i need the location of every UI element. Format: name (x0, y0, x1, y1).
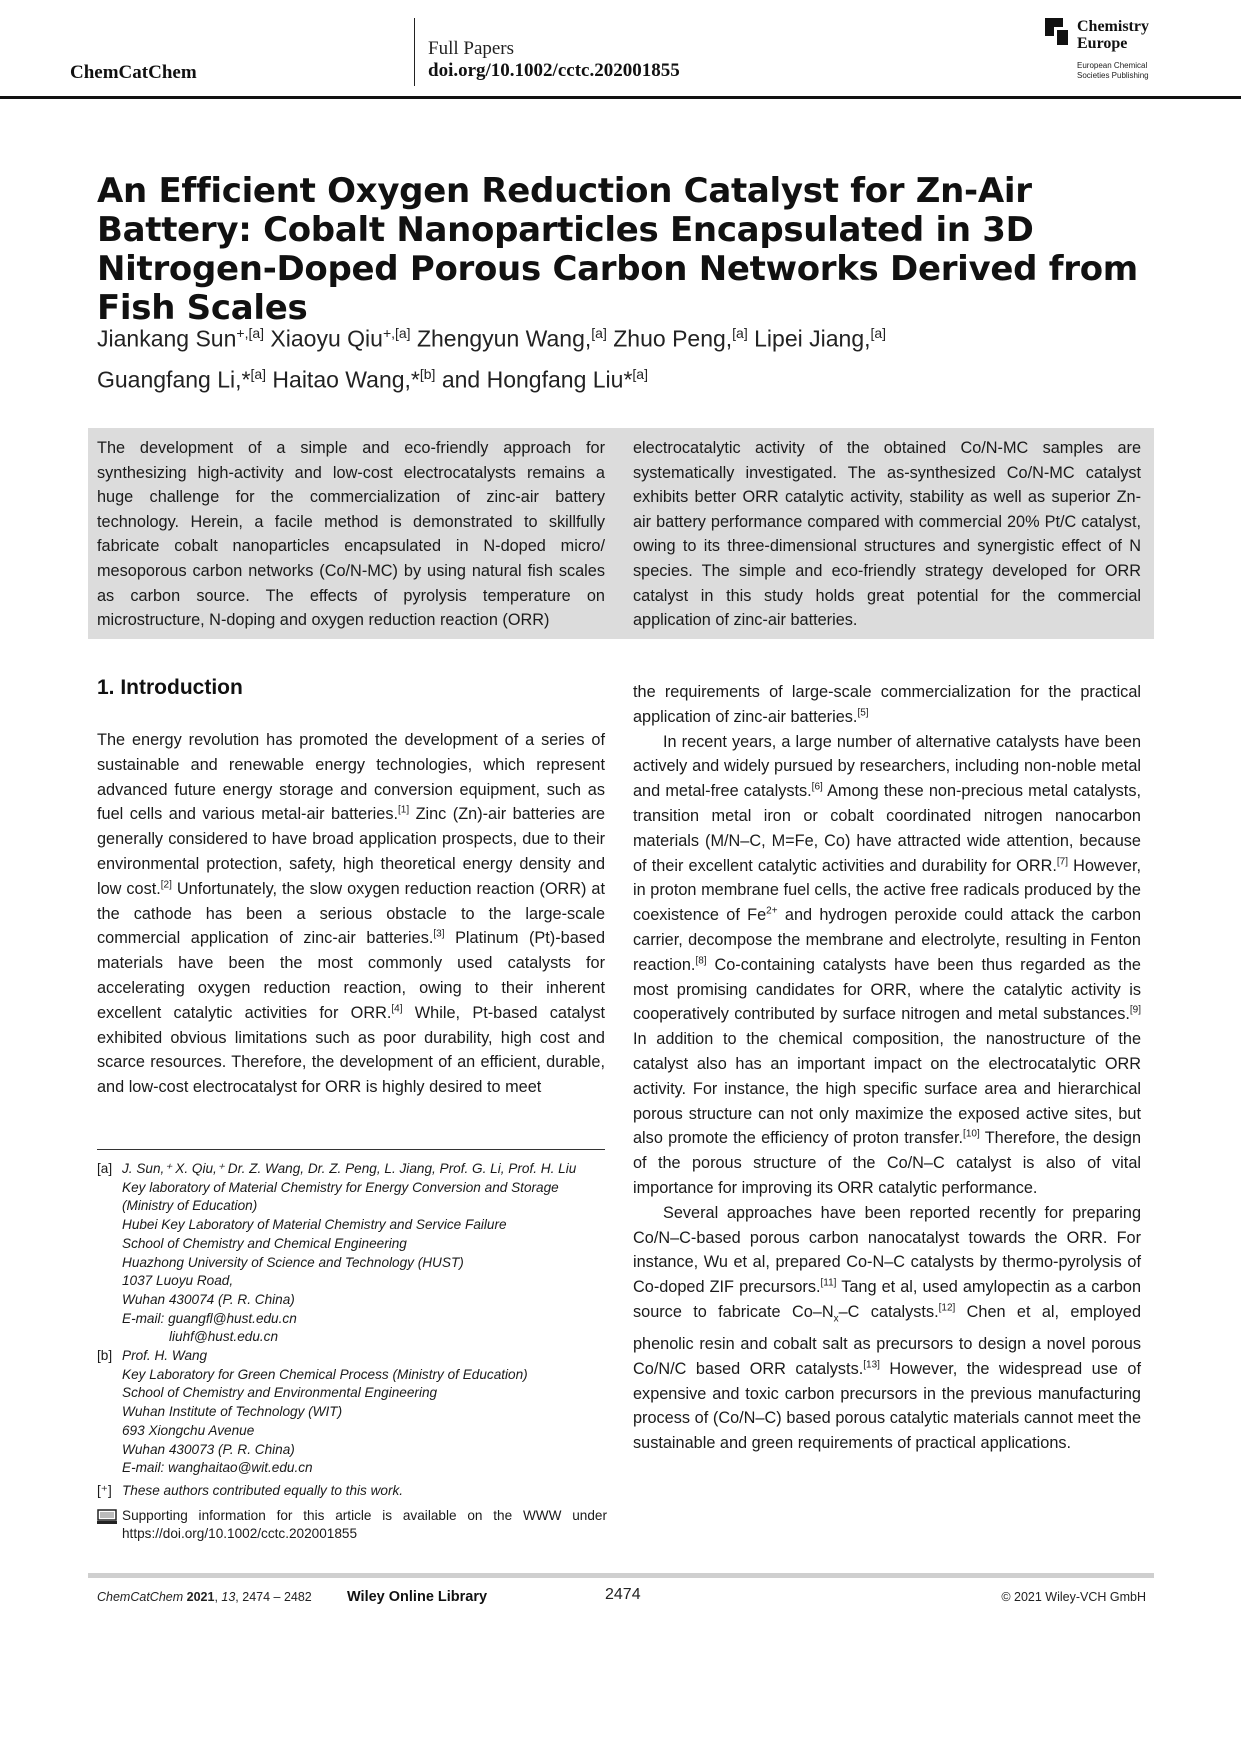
section-type: Full Papers (428, 38, 515, 59)
footer-rule (88, 1573, 1154, 1578)
paragraph-text: The energy revolution has promoted the development of a series of sustainable and renewable energy technologies, which represent advanced future energy storage and conversion equipment, such as fuel cells and various metal-air batteries. (97, 731, 605, 824)
paragraph (97, 728, 605, 1100)
chemistry-europe-logo[interactable] (1045, 18, 1175, 82)
paragraph-text: However, in proton membrane fuel cells, the active free radicals produced by the coexistence of Fe (633, 856, 1141, 925)
footnote-rule (97, 1149, 605, 1150)
affiliation-line: Hubei Key Laboratory of Material Chemistry and Service Failure (122, 1217, 507, 1233)
abstract-text-right: electrocatalytic activity of the obtained Co/N-MC samples are systematically investigated. The as-synthesized Co/N-MC catalyst exhibits better ORR catalytic activity, stability as well as superior Zn-air battery performance compared with commercial 20% Pt/C catalyst, owing to its three-dimensional structures and synergistic effect of N species. The simple and eco-friendly strategy developed for ORR catalyst in this study holds great potential for the commercial application of zinc-air batteries. (633, 439, 1141, 630)
affiliation-line: Wuhan 430074 (P. R. China) (122, 1291, 295, 1307)
affiliation-line: Huazhong University of Science and Technology (HUST) (122, 1254, 464, 1270)
logo-title: Chemistry Europe (1077, 18, 1149, 52)
copyright: © 2021 Wiley-VCH GmbH (1001, 1590, 1146, 1604)
footnote-tag: [⁺] (97, 1482, 112, 1498)
paragraph-text: Therefore, the design of the porous structure of the Co/N–C catalyst is also of vital importance for improving its ORR catalytic performance. (633, 1129, 1141, 1197)
affiliation-line: (Ministry of Education) (122, 1198, 258, 1214)
author-name: Zhengyun Wang, (416, 325, 592, 352)
author-affiliation-mark: [a] (632, 365, 648, 382)
affiliation-line: Wuhan Institute of Technology (WIT) (122, 1404, 343, 1420)
affiliation-line: 1037 Luoyu Road, (122, 1273, 234, 1289)
paragraph (633, 1201, 1141, 1456)
citation-ref[interactable]: [12] (938, 1302, 956, 1314)
author-name: Guangfang Li,* (97, 366, 251, 393)
affiliation-line: 693 Xiongchu Avenue (122, 1422, 255, 1438)
article-title: An Efficient Oxygen Reduction Catalyst for Zn-Air Battery: Cobalt Nanoparticles Encapsulated in 3D Nitrogen-Doped Porous Carbon Networks Derived from Fish Scales (97, 171, 1138, 328)
paragraph-text: While, Pt-based catalyst exhibited obvious limitations such as poor durability, high cost and scarce resources. Therefore, the development of an efficient, durable, and low-cost electrocatalyst for ORR is highly desired to meet (97, 1003, 605, 1097)
equal-contribution-text: These authors contributed equally to this work. (122, 1482, 404, 1498)
affiliation-b (97, 1347, 607, 1478)
affiliation-line: School of Chemistry and Environmental Engineering (122, 1385, 438, 1401)
footnote-tag: [a] (97, 1161, 113, 1176)
citation-ref[interactable]: [1] (398, 804, 410, 816)
header-divider (414, 18, 415, 86)
paragraph-text: Tang et al, used amylopectin as a carbon source to fabricate Co–N (633, 1278, 1141, 1321)
body-column-left (97, 728, 605, 1100)
supporting-info-text: Supporting information for this article is available on the WWW under https://doi.org/10.1002/cctc.202001855 (122, 1507, 607, 1542)
footer-pages: , 2474 – 2482 (235, 1590, 312, 1604)
paragraph-text: Zinc (Zn)-air batteries are generally considered to have broad application prospects, due to their environmental protection, safety, high theoretical energy density and low cost. (97, 805, 605, 898)
citation-ref[interactable]: [3] (433, 928, 445, 940)
author-name: Haitao Wang,* (272, 366, 420, 393)
footnote-tag: [b] (97, 1348, 113, 1364)
equal-contribution-note (97, 1482, 607, 1501)
paragraph-text: Platinum (Pt)-based materials have been the most commonly used catalysts for accelerating oxygen reduction reaction, owing to their inherent excellent catalytic activities for ORR. (97, 929, 605, 1022)
affiliation-a (97, 1160, 607, 1347)
paragraph-text: Chen et al, employed phenolic resin and cobalt salt as precursors to design a novel porous Co/N/C based ORR catalysts. (633, 1302, 1141, 1378)
author-affiliation-mark: [a] (250, 365, 267, 382)
abstract-text-left: The development of a simple and eco-friendly approach for synthesizing high-activity and low-cost electrocatalysts remains a huge challenge for the commercialization of zinc-air battery technology. Herein, a facile method is demonstrated to skillfully fabricate cobalt nanoparticles encapsulated in N-doped micro/ mesoporous carbon networks (Co/N-MC) by using natural fish scales as carbon source. The effects of pyrolysis temperature on microstructure, N-doping and oxygen reduction reaction (ORR) (97, 439, 605, 630)
citation-ref[interactable]: [6] (811, 781, 823, 793)
footer-citation: ChemCatChem 2021, 13, 2474 – 2482 (97, 1590, 312, 1604)
wiley-online-library-link[interactable]: Wiley Online Library (347, 1589, 488, 1605)
author-affiliation-mark: [a] (591, 325, 607, 341)
author-name: Lipei Jiang, (754, 325, 871, 352)
paragraph-text: Among these non-precious metal catalysts, transition metal iron or cobalt coordinated nitrogen nanocarbon materials (M/N–C, M=Fe, Co) have attracted wide attention, because of their excellent catalytic activities and durability for ORR. (633, 782, 1141, 875)
page-header (0, 0, 1241, 100)
footer-year: 2021 (186, 1590, 215, 1604)
citation-ref[interactable]: [2] (160, 879, 172, 891)
author-affiliation-mark: [b] (419, 365, 436, 382)
monitor-icon (97, 1509, 117, 1525)
citation-ref[interactable]: [5] (857, 707, 869, 719)
affiliation-line: Wuhan 430073 (P. R. China) (122, 1441, 295, 1457)
doi-link[interactable]: doi.org/10.1002/cctc.202001855 (428, 60, 680, 81)
chemistry-europe-logo-icon (1045, 18, 1071, 48)
affiliation-line: Key laboratory of Material Chemistry for Energy Conversion and Storage (122, 1179, 559, 1195)
affiliation-line: Key Laboratory for Green Chemical Process (Ministry of Education) (122, 1366, 528, 1382)
citation-ref[interactable]: [4] (391, 1003, 403, 1015)
footer-volume: 13 (221, 1590, 236, 1604)
email-link[interactable]: liuhf@hust.edu.cn (169, 1329, 279, 1345)
paragraph-text: Unfortunately, the slow oxygen reduction reaction (ORR) at the cathode has been a serious obstacle to the large-scale commercial application of zinc-air batteries. (97, 879, 605, 948)
citation-ref[interactable]: [9] (1129, 1004, 1141, 1016)
paragraph-text: –C catalysts. (838, 1302, 939, 1321)
journal-name[interactable]: ChemCatChem (70, 62, 197, 83)
citation-ref[interactable]: 2+ (766, 905, 778, 917)
paragraph (633, 730, 1141, 1201)
author-list (97, 316, 1147, 397)
supporting-info-note[interactable] (97, 1507, 607, 1544)
paragraph-text: the requirements of large-scale commercialization for the practical application of zinc-air batteries. (633, 683, 1141, 726)
citation-ref[interactable]: [7] (1056, 856, 1068, 868)
section-heading: 1. Introduction (97, 676, 243, 699)
footer-journal: ChemCatChem (97, 1590, 184, 1604)
citation-ref[interactable]: [11] (820, 1277, 837, 1289)
email-link[interactable]: E-mail: guangfl@hust.edu.cn (122, 1310, 297, 1326)
header-rule (0, 96, 1241, 99)
affiliation-line: J. Sun,⁺ X. Qiu,⁺ Dr. Z. Wang, Dr. Z. Peng, L. Jiang, Prof. G. Li, Prof. H. Liu (122, 1161, 577, 1176)
page-number: 2474 (605, 1586, 641, 1603)
citation-ref[interactable]: [8] (695, 955, 707, 967)
author-name: Jiankang Sun (97, 325, 237, 352)
author-affiliation-mark: +,[a] (236, 325, 265, 341)
author-name: Zhuo Peng, (613, 325, 733, 352)
author-name: Xiaoyu Qiu (270, 325, 383, 352)
subscript: x (833, 1313, 839, 1325)
body-column-right (633, 680, 1141, 1456)
paragraph (633, 680, 1141, 730)
paragraph-text: However, the widespread use of expensive and toxic carbon precursors in the previous manufacturing process of (Co/N–C) based porous catalytic materials cannot meet the sustainable and green requirements of practical applications. (633, 1359, 1141, 1453)
affiliation-footnotes (97, 1160, 607, 1544)
author-affiliation-mark: [a] (732, 325, 748, 341)
citation-ref[interactable]: [13] (863, 1359, 880, 1371)
citation-ref[interactable]: [10] (963, 1128, 980, 1140)
logo-subtitle: European Chemical Societies Publishing (1077, 61, 1149, 80)
affiliation-line: Prof. H. Wang (122, 1348, 208, 1364)
paragraph-text: Co-containing catalysts have been thus regarded as the most promising candidates for ORR, where the catalytic activity is cooperatively contributed by surface nitrogen and metal substances. (633, 955, 1141, 1024)
author-affiliation-mark: [a] (870, 325, 887, 341)
author-affiliation-mark: +,[a] (382, 325, 411, 341)
paragraph-text: Several approaches have been reported recently for preparing Co/N–C-based porous carbon nanocatalyst towards the ORR. For instance, Wu et al, prepared Co-N–C catalysts by thermo-pyrolysis of Co-doped ZIF precursors. (633, 1203, 1141, 1297)
abstract-box (88, 428, 1154, 639)
email-link[interactable]: E-mail: wanghaitao@wit.edu.cn (122, 1460, 313, 1476)
author-name: and Hongfang Liu* (441, 366, 633, 393)
paragraph-text: In recent years, a large number of alternative catalysts have been actively and widely pursued by researchers, including non-noble metal and metal-free catalysts. (633, 732, 1141, 801)
affiliation-line: School of Chemistry and Chemical Engineering (122, 1235, 407, 1251)
paragraph-text: and hydrogen peroxide could attack the carbon carrier, decompose the membrane and electrolyte, resulting in Fenton reaction. (633, 906, 1141, 974)
paragraph-text: In addition to the chemical composition, the nanostructure of the catalyst also has an important impact on the electrocatalytic ORR activity. For instance, the high specific surface area and hierarchical porous structure can not only maximize the exposed active sites, but also promote the efficiency of proton transfer. (633, 1030, 1141, 1148)
